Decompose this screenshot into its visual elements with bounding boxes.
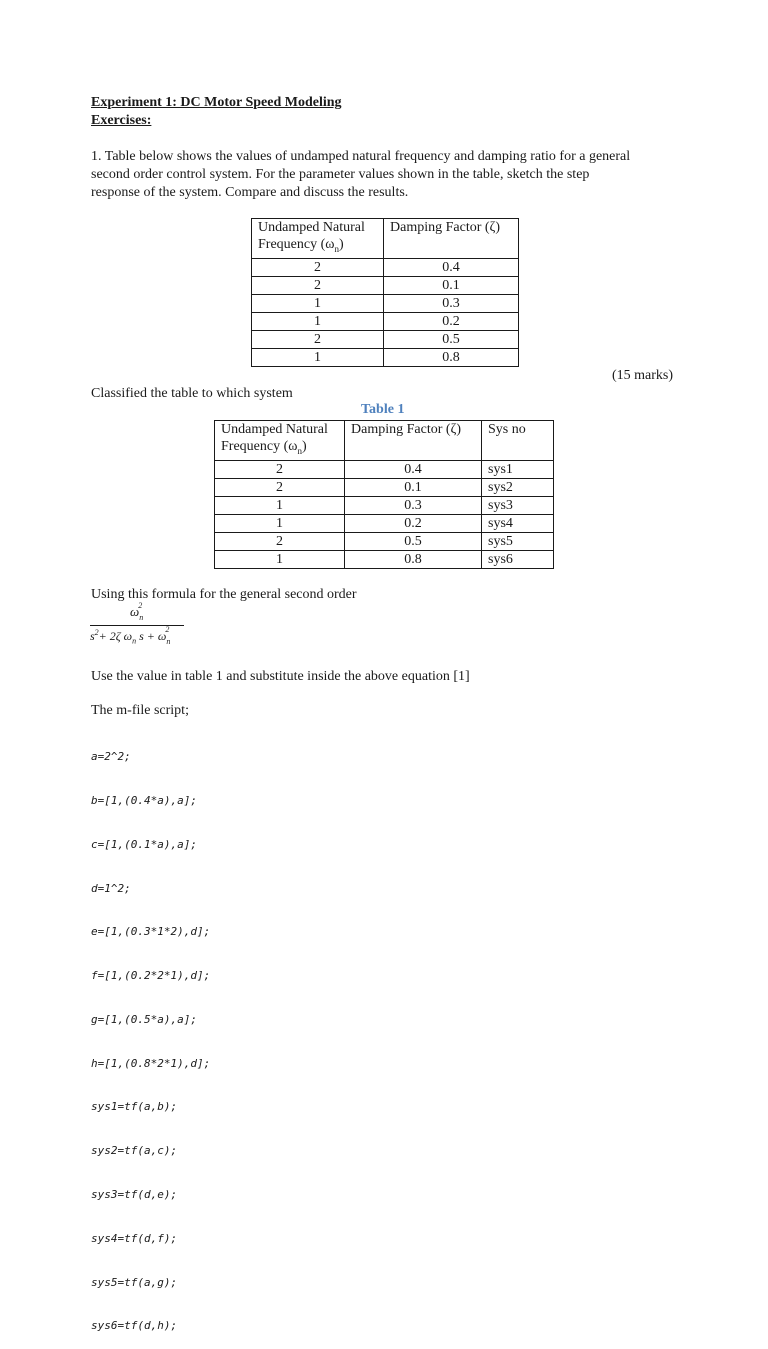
cell-damping: 0.3: [384, 294, 519, 312]
header-text-line1: Undamped Natural: [258, 220, 365, 235]
denominator-mid: + 2ζ ω: [98, 629, 133, 643]
table-row: [252, 276, 519, 294]
table-row: [252, 294, 519, 312]
denominator-sub1: n: [132, 636, 137, 646]
formula-denominator: [90, 625, 174, 646]
header-natural-frequency: [215, 421, 345, 461]
cell-damping: 0.3: [345, 496, 482, 514]
cell-sys: sys5: [482, 532, 554, 550]
system-table: [214, 420, 554, 569]
header-subscript: n: [297, 445, 302, 456]
parameter-table: [251, 218, 519, 367]
table-row: [252, 348, 519, 366]
code-line: sys3=tf(d,e);: [91, 1188, 178, 1201]
code-line: f=[1,(0.2*2*1),d];: [91, 969, 211, 983]
substitute-text: Use the value in table 1 and substitute inside the above equation [1]: [91, 669, 470, 684]
question-1-line-1: 1. Table below shows the values of undamped natural frequency and damping ratio for a general: [91, 149, 631, 164]
table-row: [215, 460, 554, 478]
cell-frequency: 2: [215, 532, 345, 550]
cell-frequency: 1: [215, 550, 345, 568]
document-title: Experiment 1: DC Motor Speed Modeling: [91, 95, 342, 110]
header-subscript: n: [334, 243, 339, 254]
code-line: g=[1,(0.5*a),a];: [91, 1012, 197, 1026]
code-line: sys2=tf(a,c);: [91, 1144, 178, 1158]
table-row: [215, 532, 554, 550]
exercises-heading: Exercises:: [91, 113, 152, 128]
table-row: [215, 550, 554, 568]
table-1-caption: Table 1: [361, 402, 405, 417]
code-line: sys4=tf(d,f);: [91, 1231, 178, 1245]
cell-frequency: 1: [252, 294, 384, 312]
code-line: a=2^2;: [91, 750, 131, 764]
cell-sys: sys3: [482, 496, 554, 514]
header-text-line2: Frequency (ω: [258, 237, 335, 252]
header-text-end: ): [338, 237, 344, 252]
header-damping-factor: Damping Factor (ζ): [384, 219, 519, 259]
table-row: [252, 330, 519, 348]
code-line: e=[1,(0.3*1*2),d];: [91, 925, 211, 939]
table-header-row: [215, 421, 554, 461]
classified-text: Classified the table to which system: [91, 386, 293, 401]
cell-frequency: 1: [215, 496, 345, 514]
cell-frequency: 2: [252, 330, 384, 348]
cell-damping: 0.1: [345, 478, 482, 496]
cell-damping: 0.5: [384, 330, 519, 348]
code-line: c=[1,(0.1*a),a];: [91, 837, 197, 851]
header-text-line2: Frequency (ω: [221, 439, 298, 454]
cell-sys: sys6: [482, 550, 554, 568]
question-1-line-3: response of the system. Compare and discuss the results.: [91, 185, 409, 200]
table-row: [252, 312, 519, 330]
header-text-line1: Undamped Natural: [221, 422, 328, 437]
cell-frequency: 2: [215, 460, 345, 478]
header-text-end: ): [301, 439, 307, 454]
cell-sys: sys1: [482, 460, 554, 478]
cell-damping: 0.8: [345, 550, 482, 568]
denominator-s: s: [90, 629, 95, 643]
denominator-s2: s + ω: [139, 629, 167, 643]
header-sys-no: Sys no: [482, 421, 554, 461]
question-1-text: [91, 148, 630, 202]
fraction-bar: [90, 625, 184, 626]
denominator-sup: 2: [94, 628, 99, 637]
table-row: [215, 514, 554, 532]
table-row: [215, 478, 554, 496]
mfile-label: The m-file script;: [91, 703, 189, 718]
table-header-row: [252, 219, 519, 259]
code-line: sys6=tf(d,h);: [91, 1319, 178, 1333]
cell-frequency: 2: [252, 276, 384, 294]
code-line: sys5=tf(a,g);: [91, 1275, 178, 1289]
cell-damping: 0.8: [384, 348, 519, 366]
cell-damping: 0.4: [345, 460, 482, 478]
code-line: b=[1,(0.4*a),a];: [91, 793, 197, 807]
denominator-sup2: 2: [165, 625, 170, 634]
cell-damping: 0.2: [384, 312, 519, 330]
code-line: d=1^2;: [91, 881, 131, 895]
marks-label: (15 marks): [612, 368, 674, 383]
cell-damping: 0.4: [384, 258, 519, 276]
cell-frequency: 2: [252, 258, 384, 276]
cell-sys: sys2: [482, 478, 554, 496]
code-line: h=[1,(0.8*2*1),d];: [91, 1056, 211, 1070]
header-damping-factor: Damping Factor (ζ): [345, 421, 482, 461]
formula-numerator: [130, 601, 147, 622]
code-line: sys1=tf(a,b);: [91, 1100, 178, 1114]
table-row: [215, 496, 554, 514]
header-natural-frequency: [252, 219, 384, 259]
numerator-sub: n: [139, 613, 144, 622]
cell-frequency: 2: [215, 478, 345, 496]
cell-frequency: 1: [252, 348, 384, 366]
cell-sys: sys4: [482, 514, 554, 532]
cell-damping: 0.1: [384, 276, 519, 294]
cell-frequency: 1: [215, 514, 345, 532]
transfer-function-formula: [88, 602, 188, 650]
formula-intro-text: Using this formula for the general second order: [91, 587, 357, 602]
mfile-code-block: [91, 721, 210, 1349]
cell-frequency: 1: [252, 312, 384, 330]
table-row: [252, 258, 519, 276]
cell-damping: 0.5: [345, 532, 482, 550]
cell-damping: 0.2: [345, 514, 482, 532]
numerator-sup: 2: [138, 601, 143, 610]
numerator-omega: ω: [130, 604, 140, 619]
question-1-line-2: second order control system. For the parameter values shown in the table, sketch the step: [91, 167, 590, 182]
denominator-sub2: n: [166, 637, 171, 646]
